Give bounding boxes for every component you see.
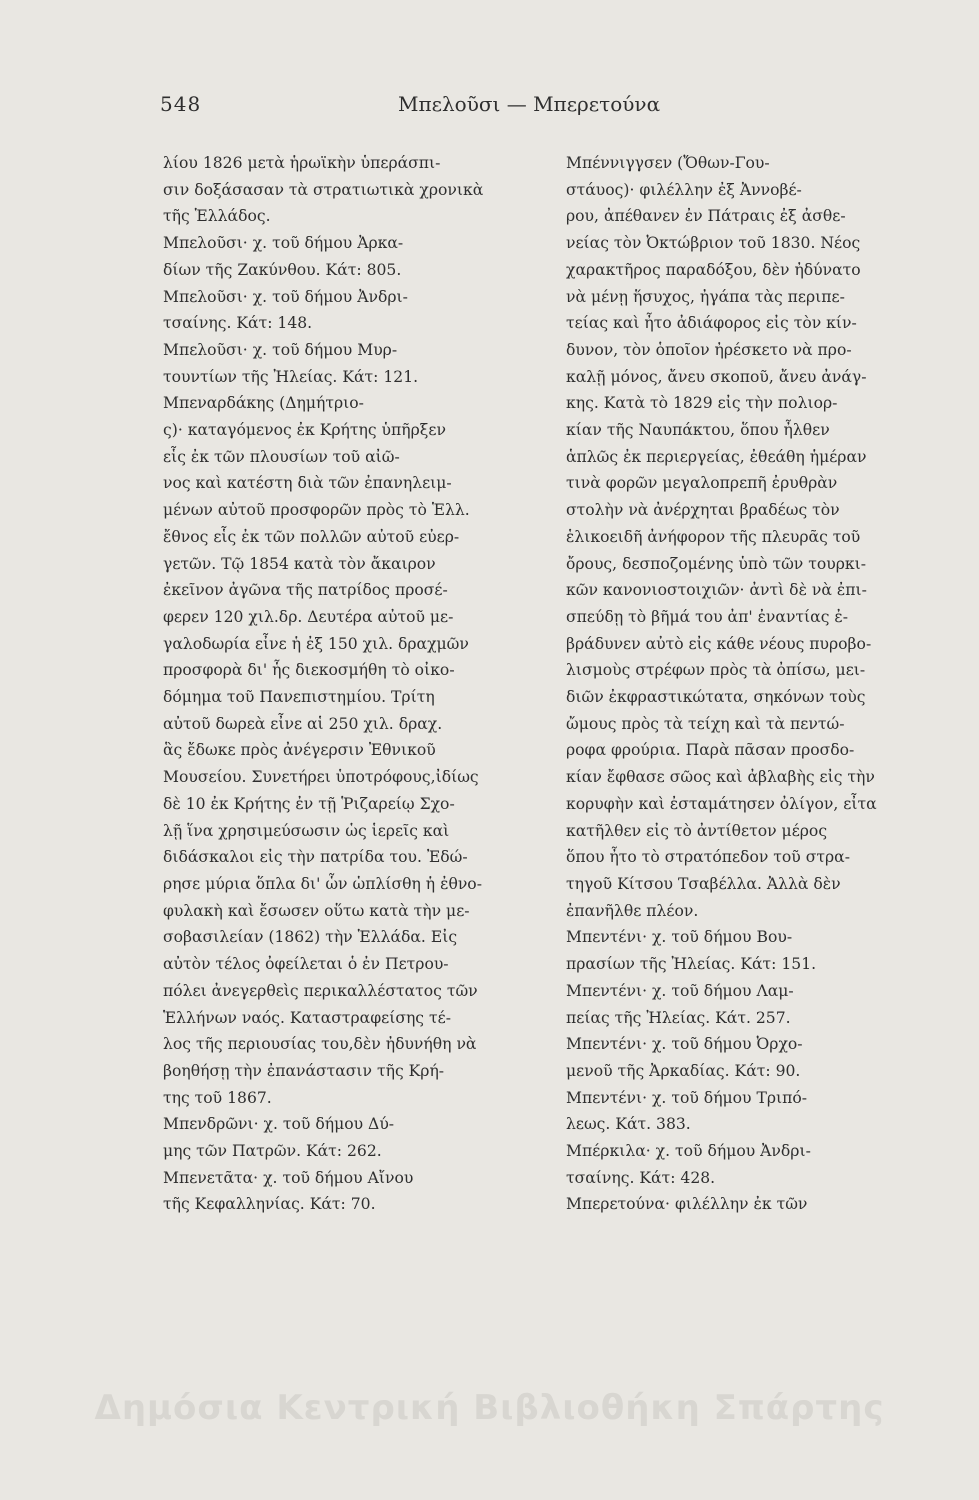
text-line: λισμοὺς στρέφων πρὸς τὰ ὀπίσω, μει-	[566, 661, 866, 680]
text-line: ἐκεῖνον ἀγῶνα τῆς πατρίδος προσέ-	[163, 581, 448, 600]
text-line: Μπεντένι· χ. τοῦ δήμου Ὀρχο-	[566, 1035, 803, 1054]
text-line: ἁπλῶς ἐκ περιεργείας, ἐθεάθη ἡμέραν	[566, 447, 867, 466]
text-line: δόμημα τοῦ Πανεπιστημίου. Τρίτη	[163, 688, 435, 707]
text-line: γαλοδωρία εἶνε ἡ ἐξ 150 χιλ. δραχμῶν	[163, 634, 469, 653]
text-line: Μπέννιγγσεν (Ὄθων-Γου-	[566, 154, 770, 172]
text-line: ἐπανῆλθε πλέον.	[566, 901, 699, 920]
text-line: κῶν κανονιοστοιχιῶν· ἀντὶ δὲ νὰ ἐπι-	[566, 581, 867, 600]
text-line: ς)· καταγόμενος ἐκ Κρήτης ὑπῆρξεν	[163, 421, 446, 440]
text-line: πείας τῆς Ἠλείας. Κάτ. 257.	[566, 1008, 791, 1027]
text-line: χαρακτῆρος παραδόξου, δὲν ἠδύνατο	[566, 260, 861, 279]
text-line: διδάσκαλοι εἰς τὴν πατρίδα του. Ἐδώ-	[163, 848, 468, 867]
text-line: Μπεντένι· χ. τοῦ δήμου Λαμ-	[566, 981, 794, 1000]
text-line: ἔθνος εἷς ἐκ τῶν πολλῶν αὐτοῦ εὐερ-	[163, 527, 460, 546]
text-line: Μπελοῦσι· χ. τοῦ δήμου Ἀνδρι-	[163, 287, 408, 306]
text-line: ροφα φρούρια. Παρὰ πᾶσαν προσδο-	[566, 741, 855, 760]
text-line: Μουσείου. Συνετήρει ὑποτρόφους,ἰδίως	[163, 768, 479, 787]
text-line: αὐτοῦ δωρεὰ εἶνε αἱ 250 χιλ. δραχ.	[163, 714, 443, 733]
text-line: ὤμους πρὸς τὰ τείχη καὶ τὰ πεντώ-	[566, 714, 845, 733]
text-line: διῶν ἐκφραστικώτατα, σηκόνων τοὺς	[566, 688, 866, 707]
text-line: νείας τὸν Ὀκτώβριον τοῦ 1830. Νέος	[566, 234, 861, 253]
page-number: 548	[160, 92, 202, 116]
text-line: τῆς Κεφαλληνίας. Κάτ: 70.	[163, 1195, 376, 1214]
text-line: κης. Κατὰ τὸ 1829 εἰς τὴν πολιορ-	[566, 394, 838, 413]
text-line: ἃς ἔδωκε πρὸς ἀνέγερσιν Ἐθνικοῦ	[163, 741, 436, 760]
text-line: λίου 1826 μετὰ ἡρωϊκὴν ὑπεράσπι-	[163, 154, 441, 172]
text-line: μης τῶν Πατρῶν. Κάτ: 262.	[163, 1142, 382, 1161]
text-line: κορυφὴν καὶ ἐσταμάτησεν ὀλίγον, εἶτα	[566, 794, 877, 813]
text-line: τινὰ φορῶν μεγαλοπρεπῆ ἐρυθρὰν	[566, 474, 838, 493]
text-line: λεως. Κάτ. 383.	[566, 1115, 691, 1134]
text-line: φυλακὴ καὶ ἔσωσεν οὕτω κατὰ τὴν με-	[163, 901, 470, 920]
right-column	[566, 150, 946, 1218]
text-line: βοηθήσῃ τὴν ἐπανάστασιν τῆς Κρή-	[163, 1061, 445, 1080]
text-line: μενοῦ τῆς Ἀρκαδίας. Κάτ: 90.	[566, 1061, 801, 1080]
text-line: φερεν 120 χιλ.δρ. Δευτέρα αὐτοῦ με-	[163, 607, 454, 626]
text-line: αὐτὸν τέλος ὀφείλεται ὁ ἐν Πετρου-	[163, 955, 449, 974]
text-line: εἷς ἐκ τῶν πλουσίων τοῦ αἰῶ-	[163, 447, 400, 466]
text-line: τείας καὶ ἦτο ἀδιάφορος εἰς τὸν κίν-	[566, 314, 857, 333]
running-head: Μπελοῦσι — Μπερετούνα	[398, 92, 661, 116]
text-line: Μπελοῦσι· χ. τοῦ δήμου Ἀρκα-	[163, 234, 404, 253]
text-line: δίων τῆς Ζακύνθου. Κάτ: 805.	[163, 260, 402, 279]
text-line: τῆς Ἑλλάδος.	[163, 207, 271, 226]
text-line: τηγοῦ Κίτσου Τσαβέλλα. Ἀλλὰ δὲν	[566, 874, 841, 893]
page-header	[160, 92, 720, 132]
text-line: προσφορὰ δι' ἧς διεκοσμήθη τὸ οἰκο-	[163, 661, 455, 680]
text-line: στάυος)· φιλέλλην ἐξ Ἀννοβέ-	[566, 180, 802, 199]
text-line: τσαίνης. Κάτ: 428.	[566, 1168, 716, 1187]
text-line: κατῆλθεν εἰς τὸ ἀντίθετον μέρος	[566, 821, 828, 840]
text-line: κίαν ἔφθασε σῶος καὶ ἀβλαβὴς εἰς τὴν	[566, 768, 875, 787]
text-line: γετῶν. Τῷ 1854 κατὰ τὸν ἄκαιρον	[163, 554, 436, 573]
text-line: ρησε μύρια ὅπλα δι' ὧν ὡπλίσθη ἡ ἐθνο-	[163, 874, 482, 893]
text-line: ὅπου ἦτο τὸ στρατόπεδον τοῦ στρα-	[566, 848, 850, 867]
text-line: νὰ μένῃ ἥσυχος, ἠγάπα τὰς περιπε-	[566, 287, 845, 306]
text-line: ἑλικοειδῆ ἀνήφορον τῆς πλευρᾶς τοῦ	[566, 527, 861, 546]
text-line: ὄρους, δεσποζομένης ὑπὸ τῶν τουρκι-	[566, 554, 867, 573]
text-line: λῇ ἵνα χρησιμεύσωσιν ὡς ἱερεῖς καὶ	[163, 821, 450, 840]
text-line: της τοῦ 1867.	[163, 1088, 272, 1107]
text-line: νος καὶ κατέστη διὰ τῶν ἐπανηλειμ-	[163, 474, 452, 493]
text-line: στολὴν νὰ ἀνέρχηται βραδέως τὸν	[566, 501, 840, 520]
text-line: Μπενδρῶνι· χ. τοῦ δήμου Δύ-	[163, 1115, 395, 1134]
text-line: Μπεντένι· χ. τοῦ δήμου Τριπό-	[566, 1088, 808, 1107]
text-line: σπεύδῃ τὸ βῆμά του ἀπ' ἐναντίας ἐ-	[566, 607, 849, 626]
text-line: Μπεντένι· χ. τοῦ δήμου Βου-	[566, 928, 793, 947]
text-line: καλῇ μόνος, ἄνευ σκοποῦ, ἄνευ ἀνάγ-	[566, 367, 867, 386]
text-line: δυνον, τὸν ὁποῖον ἠρέσκετο νὰ προ-	[566, 340, 852, 359]
text-line: μένων αὐτοῦ προσφορῶν πρὸς τὸ Ἑλλ.	[163, 501, 470, 520]
text-line: τουντίων τῆς Ἠλείας. Κάτ: 121.	[163, 367, 419, 386]
text-line: πόλει ἀνεγερθεὶς περικαλλέστατος τῶν	[163, 981, 478, 1000]
text-line: Μπελοῦσι· χ. τοῦ δήμου Μυρ-	[163, 340, 398, 359]
text-line: κίαν τῆς Ναυπάκτου, ὅπου ἦλθεν	[566, 421, 830, 440]
text-line: Μπενετᾶτα· χ. τοῦ δήμου Αἴνου	[163, 1168, 414, 1187]
text-line: Μπεναρδάκης (Δημήτριο-	[163, 394, 364, 413]
text-line: δὲ 10 ἐκ Κρήτης ἐν τῇ Ῥιζαρείῳ Σχο-	[163, 794, 455, 813]
text-line: βράδυνεν αὐτὸ εἰς κάθε νέους πυροβο-	[566, 634, 872, 653]
text-line: Μπέρκιλα· χ. τοῦ δήμου Ἀνδρι-	[566, 1142, 811, 1161]
text-line: λος τῆς περιουσίας του,δὲν ἠδυνήθη νὰ	[163, 1035, 477, 1054]
text-line: Μπερετούνα· φιλέλλην ἐκ τῶν	[566, 1195, 808, 1214]
text-line: σοβασιλείαν (1862) τὴν Ἑλλάδα. Εἰς	[163, 928, 458, 947]
text-line: πρασίων τῆς Ἠλείας. Κάτ: 151.	[566, 955, 817, 974]
text-line: ρου, ἀπέθανεν ἐν Πάτραις ἐξ ἀσθε-	[566, 207, 846, 226]
text-line: Ἑλλήνων ναός. Καταστραφείσης τέ-	[163, 1008, 451, 1027]
text-line: τσαίνης. Κάτ: 148.	[163, 314, 313, 333]
text-line: σιν δοξάσασαν τὰ στρατιωτικὰ χρονικὰ	[163, 180, 484, 199]
library-watermark: Δημόσια Κεντρική Βιβλιοθήκη Σπάρτης	[94, 1388, 885, 1428]
left-column	[163, 150, 537, 1218]
